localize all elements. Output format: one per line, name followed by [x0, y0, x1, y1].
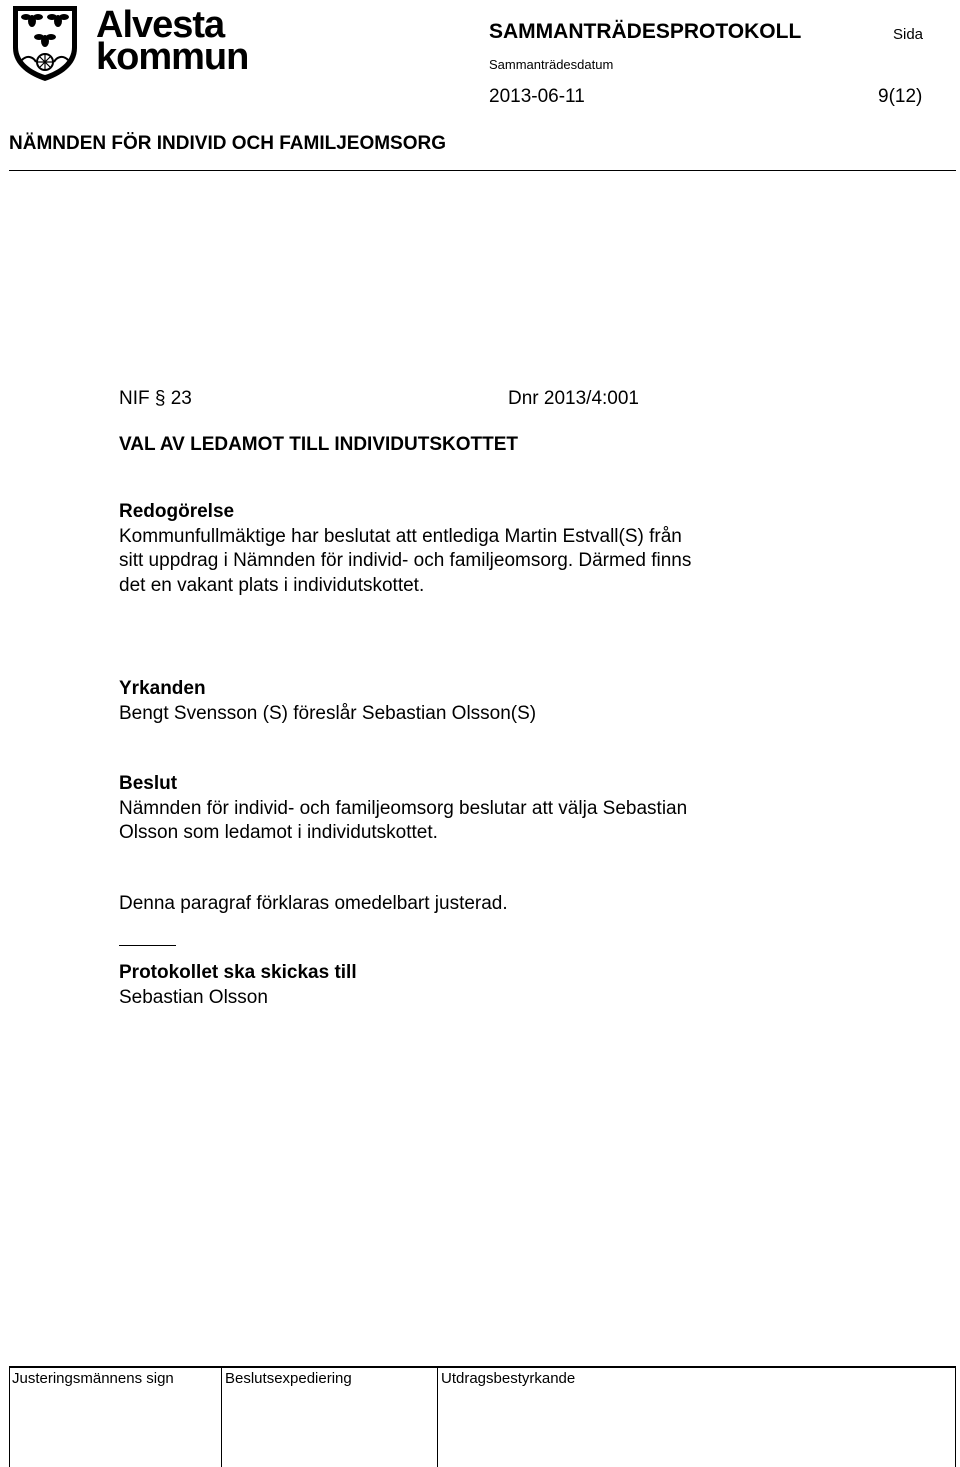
document-type: SAMMANTRÄDESPROTOKOLL: [489, 20, 802, 43]
logo-line-2: kommun: [96, 36, 249, 78]
section-heading-yrkanden: Yrkanden: [119, 678, 206, 699]
committee-name: NÄMNDEN FÖR INDIVID OCH FAMILJEOMSORG: [9, 133, 447, 154]
page-number: 9(12): [878, 86, 923, 107]
section-justering: [119, 892, 508, 917]
diary-number: Dnr 2013/4:001: [508, 388, 639, 409]
footer-label-beslutsexpediering: Beslutsexpediering: [225, 1370, 352, 1387]
signature-footer: [0, 1366, 960, 1467]
paragraph-id: NIF § 23: [119, 388, 192, 409]
section-heading-redogorelse: Redogörelse: [119, 501, 235, 522]
section-divider: [119, 945, 176, 946]
header-divider: [9, 170, 956, 171]
meeting-date-label: Sammanträdesdatum: [489, 57, 614, 72]
logo-line-1: Alvesta: [96, 4, 225, 46]
section-heading-protokoll: Protokollet ska skickas till: [119, 962, 357, 983]
footer-top-rule: [9, 1366, 956, 1368]
page-label: Sida: [893, 26, 924, 43]
justering-text: Denna paragraf förklaras omedelbart justerad.: [119, 893, 508, 914]
alvesta-kommun-logo: [10, 4, 249, 82]
redogorelse-line: sitt uppdrag i Nämnden för individ- och familjeomsorg. Därmed finns: [119, 550, 692, 571]
footer-column-divider: [221, 1368, 222, 1467]
section-heading-beslut: Beslut: [119, 773, 178, 794]
protokoll-recipient: Sebastian Olsson: [119, 986, 268, 1008]
redogorelse-line: det en vakant plats i individutskottet.: [119, 574, 425, 596]
coat-of-arms-icon: [10, 4, 80, 82]
redogorelse-line: Kommunfullmäktige har beslutat att entlediga Martin Estvall(S) från: [119, 525, 682, 547]
paragraph-title: VAL AV LEDAMOT TILL INDIVIDUTSKOTTET: [119, 434, 518, 455]
footer-column-divider: [437, 1368, 438, 1467]
beslut-line: Nämnden för individ- och familjeomsorg beslutar att välja Sebastian: [119, 797, 688, 819]
section-redogorelse: [119, 500, 691, 598]
section-beslut: [119, 772, 687, 846]
beslut-line: Olsson som ledamot i individutskottet.: [119, 822, 438, 843]
section-yrkanden: [119, 677, 536, 726]
footer-label-justering-sign: Justeringsmännens sign: [12, 1370, 174, 1387]
meeting-date: 2013-06-11: [489, 86, 585, 107]
footer-column-divider: [955, 1368, 956, 1467]
section-protokoll: [119, 961, 357, 1010]
footer-column-divider: [9, 1368, 10, 1467]
yrkanden-line: Bengt Svensson (S) föreslår Sebastian Olsson(S): [119, 702, 537, 724]
footer-label-utdragsbestyrkande: Utdragsbestyrkande: [441, 1370, 576, 1387]
